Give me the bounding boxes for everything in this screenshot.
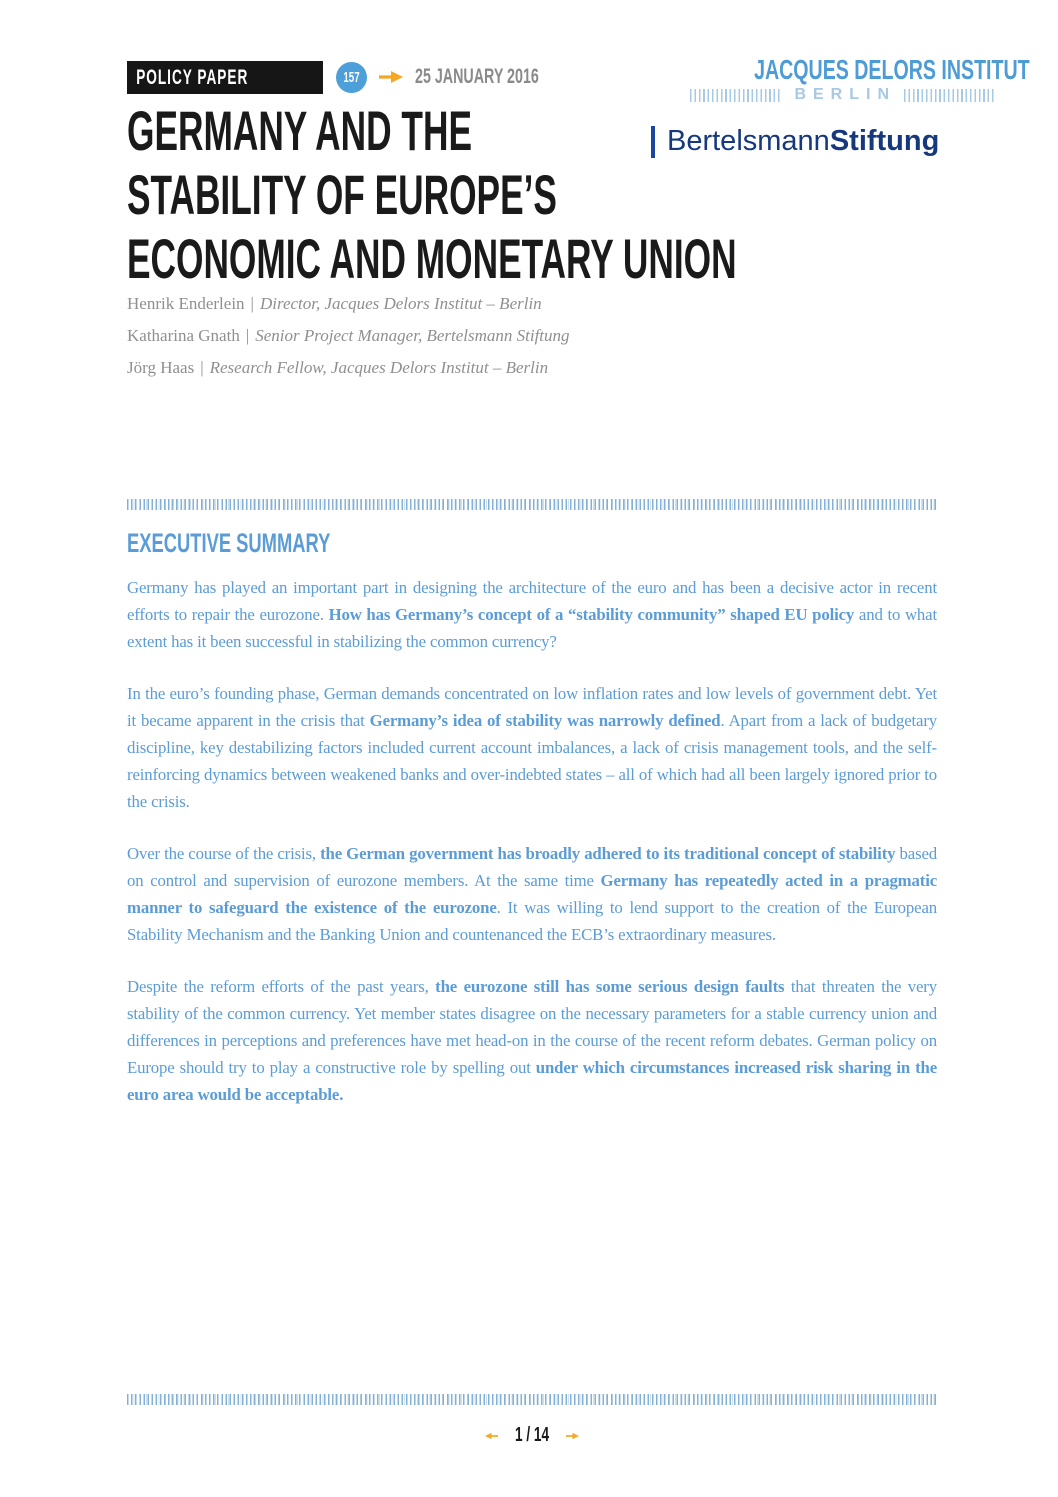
jacques-delors-institut-logo	[636, 54, 1030, 85]
author-name: Jörg Haas	[127, 358, 195, 377]
summary-paragraph-1: Germany has played an important part in designing the architecture of the euro and has been a decisive actor in recent efforts to repair the eurozone. How has Germany’s concept of a “stability community” shaped EU policy and to what extent has it been successful in stabilizing the common currency?	[127, 578, 937, 651]
barcode-divider-bottom	[127, 1394, 937, 1405]
title-line-2: STABILITY OF EUROPE’S	[127, 163, 557, 226]
author-role: Senior Project Manager, Bertelsmann Stiftung	[255, 326, 570, 345]
header-badge-row	[127, 60, 598, 94]
page-title	[127, 99, 1058, 291]
page-next-arrow-icon	[566, 1431, 580, 1441]
berlin-label: BERLIN	[794, 86, 896, 103]
author-role: Director, Jacques Delors Institut – Berlin	[259, 294, 542, 313]
page-number-label: 1 / 14	[514, 1424, 550, 1446]
page-prev-arrow-icon	[484, 1431, 498, 1441]
author-row	[127, 358, 570, 377]
jdi-logo-text: JACQUES DELORS INSTITUT	[754, 54, 1030, 85]
executive-summary-heading: EXECUTIVE SUMMARY	[127, 528, 331, 558]
bertelsmann-logo-bold: Stiftung	[829, 125, 940, 157]
publication-date: 25 JANUARY 2016	[415, 65, 540, 88]
summary-paragraph-4: Despite the reform efforts of the past years, the eurozone still has some serious design faults that threaten the very stability of the common currency. Yet member states disagree on the necessary parameters for a stable currency union and differences in perceptions and preferences have met head-on in the course of the recent reform debates. German policy on Europe should try to play a constructive role by spelling out under which circumstances increased risk sharing in the euro area would be acceptable.	[127, 977, 937, 1104]
executive-summary-body	[127, 574, 937, 1133]
summary-paragraph-2: In the euro’s founding phase, German demands concentrated on low inflation rates and low levels of government debt. Yet it became apparent in the crisis that Germany’s idea of stability was narrowly defined. Apart from a lack of budgetary discipline, key destabilizing factors included current account imbalances, a lack of crisis management tools, and the self-reinforcing dynamics between weakened banks and over-indebted states – all of which had all been largely ignored prior to the crisis.	[127, 684, 938, 811]
author-separator: |	[250, 294, 254, 313]
title-line-3: ECONOMIC AND MONETARY UNION	[127, 227, 737, 290]
bertelsmann-logo-regular: Bertelsmann	[667, 125, 830, 157]
author-list	[127, 294, 570, 390]
issue-number-label: 157	[343, 68, 361, 86]
author-separator: |	[245, 326, 250, 345]
right-arrow-icon	[379, 69, 405, 85]
author-role: Research Fellow, Jacques Delors Institut – Berlin	[209, 358, 549, 377]
author-name: Henrik Enderlein	[127, 294, 245, 313]
author-separator: |	[200, 358, 204, 377]
author-row	[127, 326, 570, 345]
author-name: Katharina Gnath	[127, 326, 240, 345]
barcode-divider-top	[127, 499, 937, 510]
author-row	[127, 294, 570, 313]
issue-number-badge	[336, 62, 367, 93]
policy-paper-badge-label: POLICY PAPER	[136, 65, 249, 89]
title-line-1: GERMANY AND THE	[127, 99, 472, 162]
policy-paper-badge	[127, 61, 323, 94]
summary-paragraph-3: Over the course of the crisis, the German government has broadly adhered to its traditional concept of stability based on control and supervision of eurozone members. At the same time Germany has repeatedly acted in a pragmatic manner to safeguard the existence of the eurozone. It was willing to lend support to the creation of the European Stability Mechanism and the Banking Union and countenanced the ECB’s extraordinary measures.	[127, 844, 938, 944]
pagination	[127, 1424, 937, 1447]
